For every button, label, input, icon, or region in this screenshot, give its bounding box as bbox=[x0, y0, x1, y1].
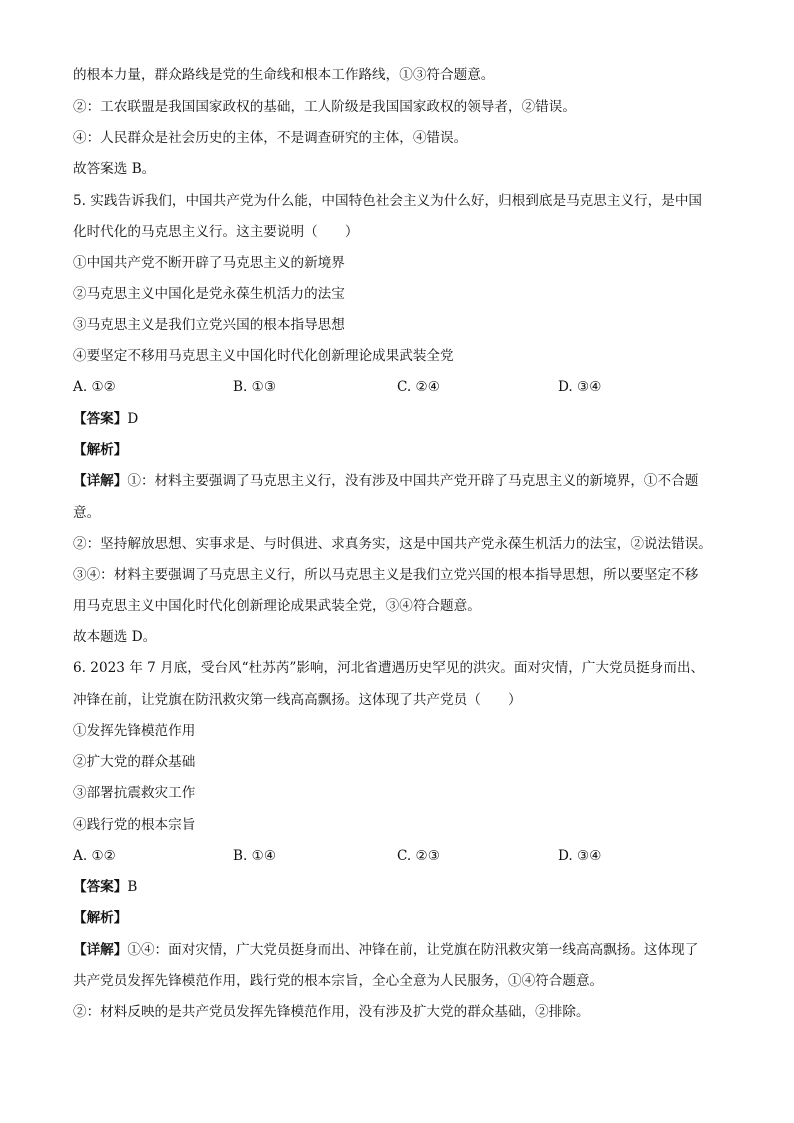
question-6-analysis-tag bbox=[73, 908, 753, 928]
question-6-stem: 6. 2023 年 7 月底，受台风“杜苏芮”影响，河北省遭遇历史罕见的洪灾。面对灾情，广大党员挺身而出、 bbox=[73, 660, 705, 676]
question-6-statement-1: ①发挥先锋模范作用 bbox=[73, 723, 196, 739]
option-a: A. ①② bbox=[73, 848, 116, 864]
question-6-statement-3: ③部署抗震救灾工作 bbox=[73, 785, 196, 801]
detail-tag: 【详解】 bbox=[73, 473, 128, 489]
text-line: 的根本力量，群众路线是党的生命线和根本工作路线，①③符合题意。 bbox=[73, 67, 495, 83]
text-line: ④：人民群众是社会历史的主体，不是调查研究的主体，④错误。 bbox=[73, 130, 468, 146]
analysis-tag: 【解析】 bbox=[73, 910, 128, 926]
option-c: C. ②④ bbox=[397, 379, 440, 395]
question-5-detail: ②：坚持解放思想、实事求是、与时俱进、求真务实，这是中国共产党永葆生机活力的法宝，②说法错误。 bbox=[73, 536, 712, 552]
question-5-statement-4: ④要坚定不移用马克思主义中国化时代化创新理论成果武装全党 bbox=[73, 348, 454, 364]
question-6-stem: 冲锋在前，让党旗在防汛救灾第一线高高飘扬。这体现了共产党员（ ） bbox=[73, 692, 522, 708]
detail-text: ①④：面对灾情，广大党员挺身而出、冲锋在前，让党旗在防汛救灾第一线高高飘扬。这体现了 bbox=[127, 942, 699, 958]
question-5-detail: 故本题选 D。 bbox=[73, 629, 157, 645]
question-5-stem: 5. 实践告诉我们，中国共产党为什么能，中国特色社会主义为什么好，归根到底是马克思主义行，是中国 bbox=[73, 193, 703, 209]
option-d: D. ③④ bbox=[558, 379, 602, 395]
answer-value: B bbox=[127, 879, 138, 895]
text-line: ②：工农联盟是我国国家政权的基础，工人阶级是我国国家政权的领导者，②错误。 bbox=[73, 99, 576, 115]
text-line: 故答案选 B。 bbox=[73, 161, 156, 177]
question-5-statement-3: ③马克思主义是我们立党兴国的根本指导思想 bbox=[73, 317, 345, 333]
question-5-answer bbox=[73, 409, 753, 429]
question-5-detail: ③④：材料主要强调了马克思主义行，所以马克思主义是我们立党兴国的根本指导思想，所以要坚定不移 bbox=[73, 567, 699, 583]
detail-tag: 【详解】 bbox=[73, 942, 128, 958]
question-5-detail bbox=[73, 471, 753, 491]
option-b: B. ①③ bbox=[233, 379, 277, 395]
question-6-statement-4: ④践行党的根本宗旨 bbox=[73, 817, 196, 833]
question-6-answer bbox=[73, 877, 753, 897]
question-6-detail: ②：材料反映的是共产党员发挥先锋模范作用，没有涉及扩大党的群众基础，②排除。 bbox=[73, 1004, 590, 1020]
answer-tag: 【答案】 bbox=[73, 411, 128, 427]
option-b: B. ①④ bbox=[233, 848, 277, 864]
question-5-detail: 用马克思主义中国化时代化创新理论成果武装全党，③④符合题意。 bbox=[73, 598, 481, 614]
question-5-analysis-tag bbox=[73, 440, 753, 460]
question-5-stem: 化时代化的马克思主义行。这主要说明（ ） bbox=[73, 224, 359, 240]
question-6-detail bbox=[73, 940, 753, 960]
option-d: D. ③④ bbox=[558, 848, 602, 864]
option-a: A. ①② bbox=[73, 379, 116, 395]
analysis-tag: 【解析】 bbox=[73, 442, 128, 458]
detail-text: ①：材料主要强调了马克思主义行，没有涉及中国共产党开辟了马克思主义的新境界，①不合题 bbox=[127, 473, 699, 489]
answer-value: D bbox=[127, 411, 139, 427]
answer-tag: 【答案】 bbox=[73, 879, 128, 895]
question-6-detail: 共产党员发挥先锋模范作用，践行党的根本宗旨，全心全意为人民服务，①④符合题意。 bbox=[73, 973, 604, 989]
option-c: C. ②③ bbox=[397, 848, 440, 864]
question-5-detail: 意。 bbox=[73, 505, 101, 521]
question-6-options bbox=[73, 846, 753, 866]
question-5-options bbox=[73, 377, 753, 397]
question-6-statement-2: ②扩大党的群众基础 bbox=[73, 754, 196, 770]
question-5-statement-2: ②马克思主义中国化是党永葆生机活力的法宝 bbox=[73, 286, 345, 302]
question-5-statement-1: ①中国共产党不断开辟了马克思主义的新境界 bbox=[73, 255, 345, 271]
